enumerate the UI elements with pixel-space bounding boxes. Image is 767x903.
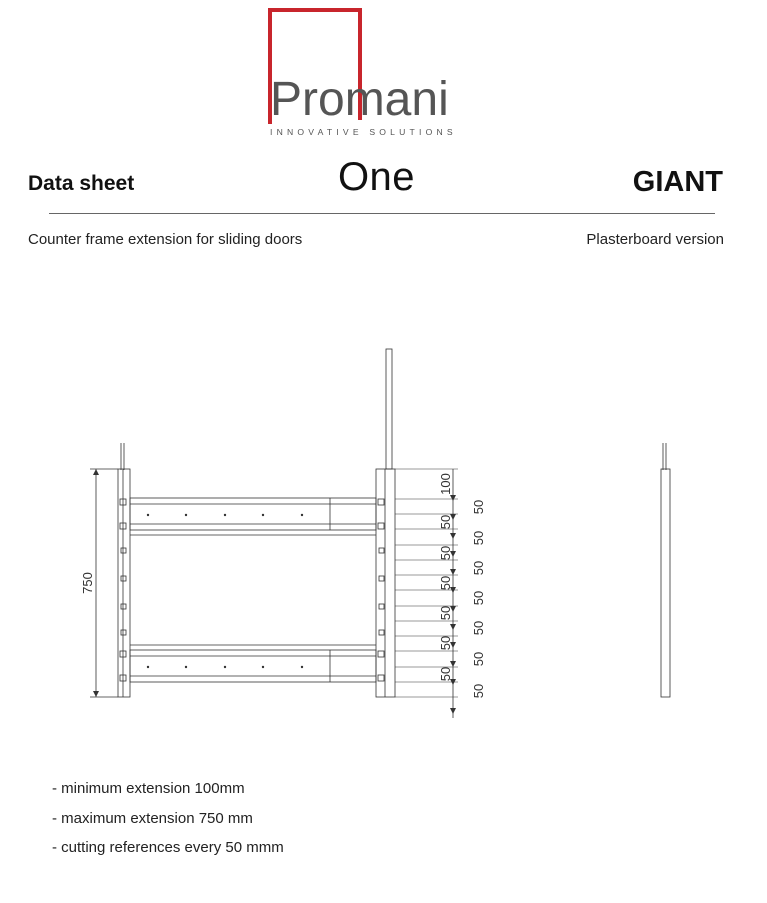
product-line-title: One	[337, 155, 416, 199]
step-label-inner: 50	[438, 666, 453, 682]
header-divider	[49, 213, 715, 214]
logo-wordmark: Promani	[270, 73, 449, 126]
note-max-extension: - maximum extension 750 mm	[52, 809, 253, 827]
step-label-outer: 50	[471, 499, 486, 515]
step-label-outer: 50	[471, 651, 486, 667]
right-profile	[661, 469, 670, 697]
step-label-inner: 50	[438, 575, 453, 591]
step-label-outer: 50	[471, 590, 486, 606]
product-model-title: GIANT	[632, 166, 723, 198]
product-version: Plasterboard version	[586, 231, 724, 248]
logo-tagline: INNOVATIVE SOLUTIONS	[270, 127, 457, 137]
center-upright	[376, 469, 395, 697]
technical-drawing	[0, 340, 767, 730]
note-min-extension: - minimum extension 100mm	[52, 780, 245, 797]
promani-logo	[262, 6, 494, 140]
step-label-inner: 50	[438, 605, 453, 621]
top-crossbar	[130, 498, 376, 530]
step-label-outer: 50	[471, 683, 486, 699]
top-dimension-label: 100	[438, 473, 453, 495]
height-dimension-label: 750	[80, 572, 95, 594]
spec-notes	[52, 779, 284, 868]
step-label-inner: 50	[438, 545, 453, 561]
step-label-inner: 50	[438, 514, 453, 530]
step-label-outer: 50	[471, 560, 486, 576]
product-description: Counter frame extension for sliding doors	[28, 231, 303, 248]
bottom-crossbar	[130, 650, 376, 682]
doc-type-label: Data sheet	[28, 172, 135, 195]
note-cutting-references: - cutting references every 50 mmm	[52, 839, 284, 856]
center-top-rod	[386, 349, 392, 469]
step-label-inner: 50	[438, 635, 453, 651]
step-label-outer: 50	[471, 530, 486, 546]
step-label-outer: 50	[471, 620, 486, 636]
